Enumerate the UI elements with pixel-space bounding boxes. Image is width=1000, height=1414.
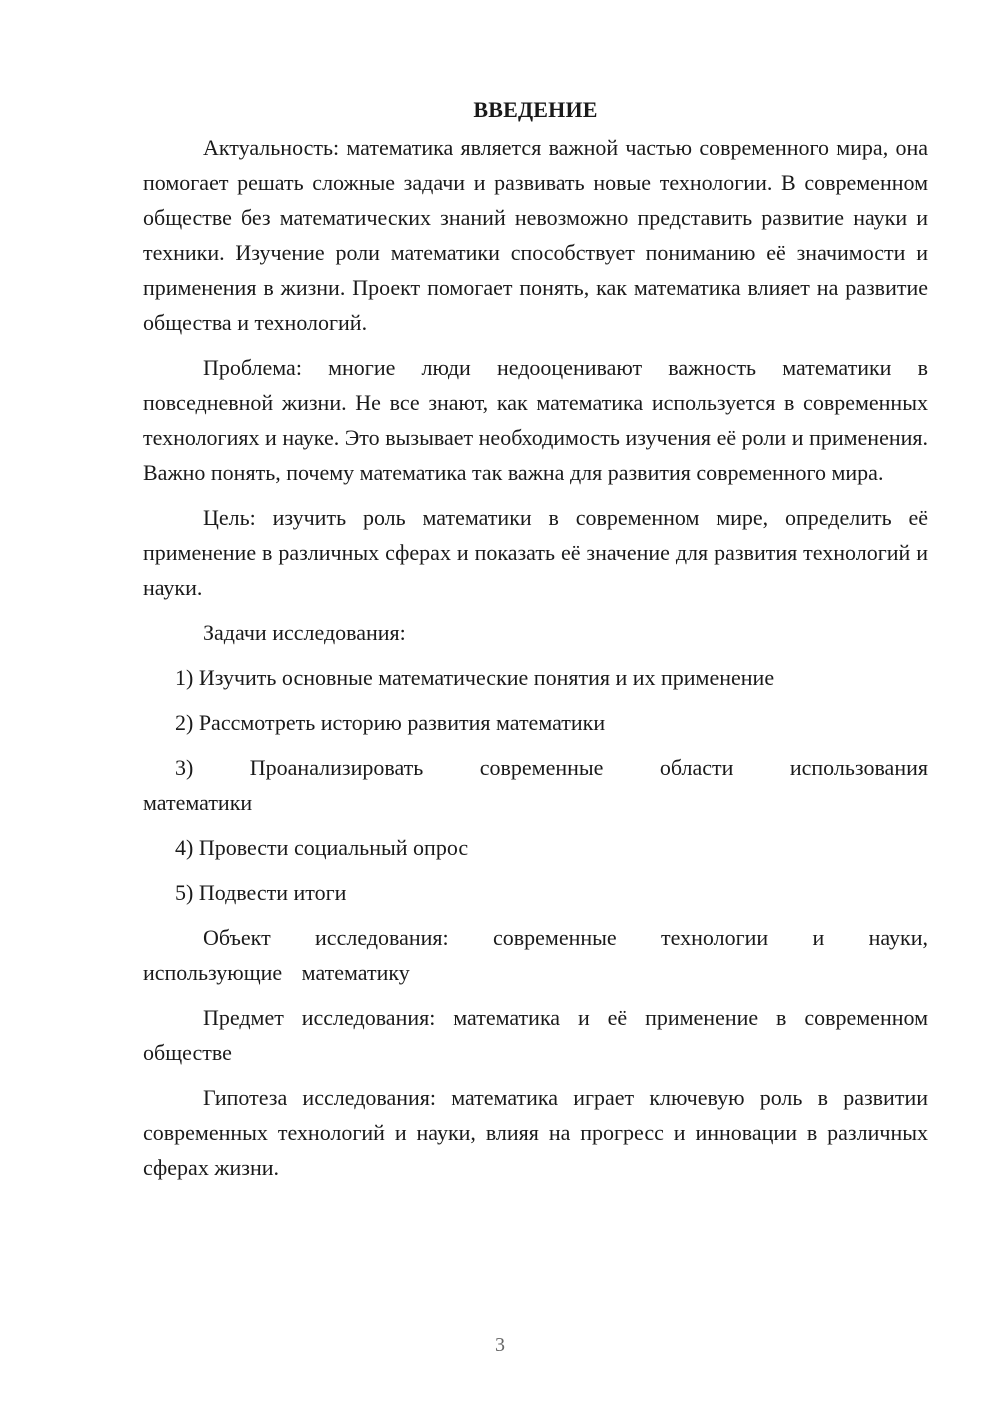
page-number: 3 xyxy=(495,1334,505,1356)
page-title: ВВЕДЕНИЕ xyxy=(473,97,598,122)
task-item-5: 5) Подвести итоги xyxy=(175,880,347,905)
task-item-1: 1) Изучить основные математические понятия и их применение xyxy=(175,665,775,690)
task-item-3 xyxy=(143,750,928,820)
relevance-paragraph: Актуальность: математика является важной частью современного мира, она помогает решать сложные задачи и развивать новые технологии. В современном обществе без математических знаний невозможно представить развитие науки и техники. Изучение роли математики способствует пониманию её значимости и применения в жизни. Проект помогает понять, как математика влияет на развитие общества и технологий. xyxy=(143,135,928,335)
subject-paragraph: Предмет исследования: математика и её применение в современном обществе xyxy=(143,1005,928,1065)
goal-paragraph: Цель: изучить роль математики в современном мире, определить её применение в различных сферах и показать её значение для развития технологий и науки. xyxy=(143,505,928,600)
hypothesis-paragraph: Гипотеза исследования: математика играет ключевую роль в развитии современных технологий и науки, влияя на прогресс и инновации в различных сферах жизни. xyxy=(143,1085,928,1180)
document-page xyxy=(143,92,928,1195)
task-item-3-text: 3) Проанализировать современные области использования математики xyxy=(143,755,928,815)
problem-paragraph: Проблема: многие люди недооценивают важность математики в повседневной жизни. Не все знают, как математика используется в современных технологиях и науке. Это вызывает необходимость изучения её роли и применения. Важно понять, почему математика так важна для развития современного мира. xyxy=(143,355,928,485)
task-item-4: 4) Провести социальный опрос xyxy=(175,835,469,860)
object-paragraph xyxy=(143,920,928,990)
object-text: Объект исследования: современные технологии и науки, использующие математику xyxy=(143,925,928,985)
task-item-2: 2) Рассмотреть историю развития математики xyxy=(175,710,606,735)
tasks-heading: Задачи исследования: xyxy=(203,620,406,645)
